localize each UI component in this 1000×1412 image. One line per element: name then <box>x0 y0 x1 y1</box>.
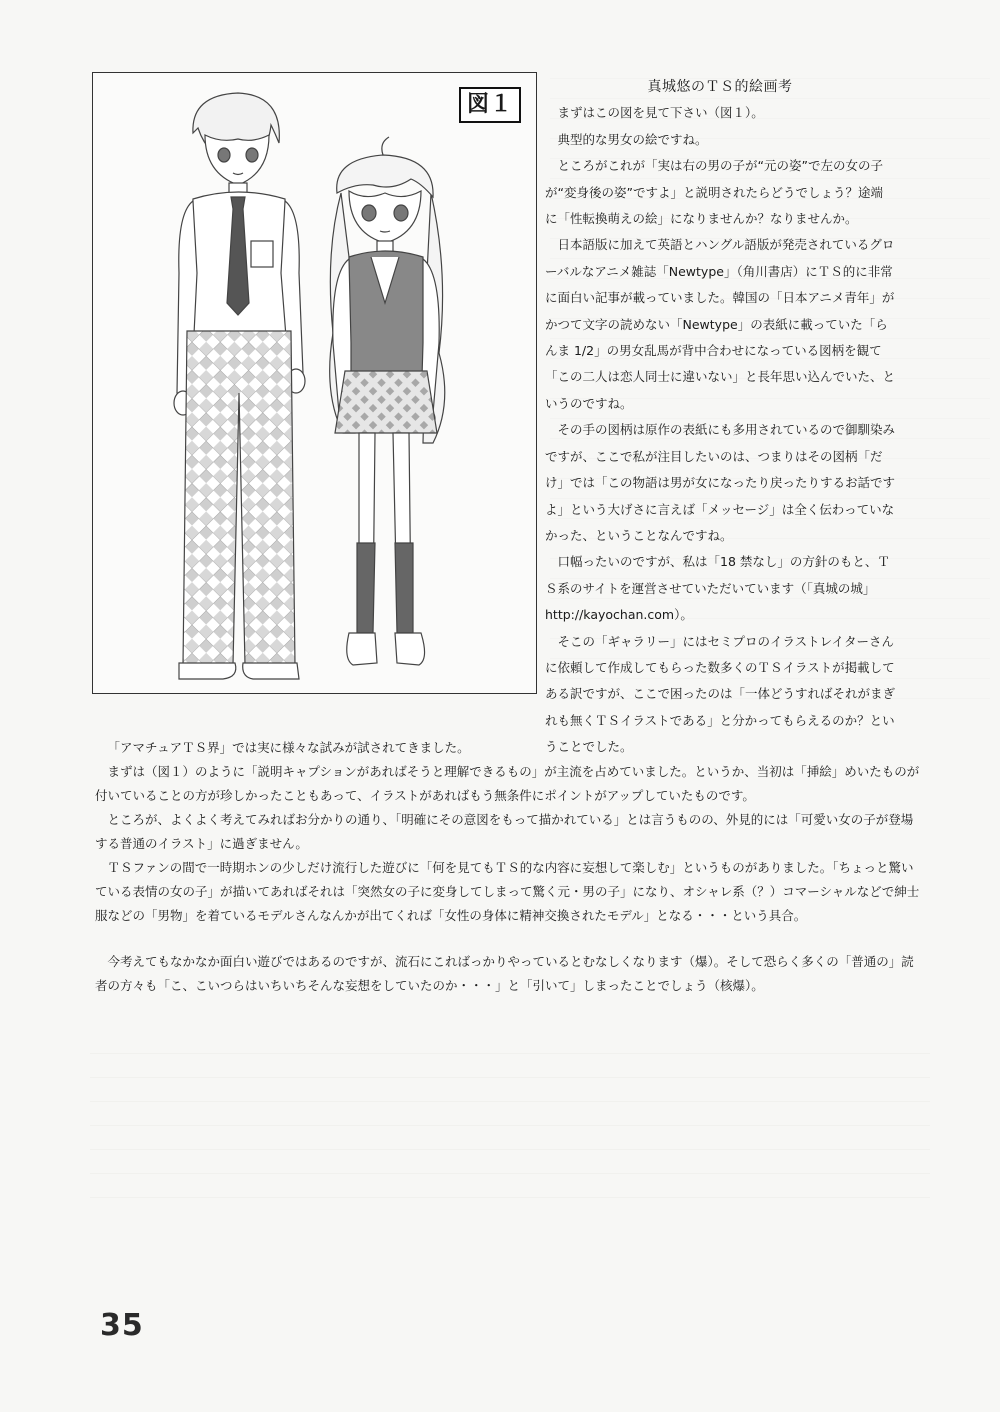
page-number: 35 <box>100 1308 144 1343</box>
article-paragraph: その手の図柄は原作の表紙にも多用されているので御馴染みですが、ここで私が注目したいのは、つまりはその図柄「だけ」では「この物語は男が女になったり戻ったりするお話ですよ」という大げさに言えば「メッセージ」は全く伝わっていなかった、ということなんですね。 <box>545 422 896 543</box>
article-column <box>545 74 895 761</box>
article-paragraph: 典型的な男女の絵ですね。 <box>557 131 708 147</box>
boy-figure <box>174 93 305 679</box>
body-paragraph: 今考えてもなかなか面白い遊びではあるのですが、流石にこればっかりやっているとむなしくなります（爆）。そして恐らく多くの「普通の」読者の方々も「こ、こいつらはいちいちそんな妄想をしていたのか・・・」と「引いて」しまったことでしょう（核爆）。 <box>95 954 914 993</box>
figure-label: 図１ <box>459 87 521 123</box>
body-paragraph: ところが、よくよく考えてみればお分かりの通り、「明確にその意図をもって描かれている」とは言うものの、外見的には「可愛い女の子が登場する普通のイラスト」に過ぎません。 <box>95 812 914 851</box>
body-paragraph: まずは（図１）のように「説明キャプションがあればそうと理解できるもの」が主流を占めていました。というか、当初は「挿絵」めいたものが付いていることの方が珍しかったこともあって、イラストがあればもう無条件にポイントがアップしていたものです。 <box>95 764 920 803</box>
girl-figure <box>330 137 445 665</box>
article-paragraph: 日本語版に加えて英語とハングル語版が発売されているグローバルなアニメ雑誌「Newtype」（角川書店）にＴＳ的に非常に面白い記事が載っていました。韓国の「日本アニメ青年」がかつて文字の読めない「Newtype」の表紙に載っていた「らんま 1/2」の男女乱馬が背中合わせになっている図柄を観て「この二人は恋人同士に違いない」と長年思い込んでいた、というのですね。 <box>545 237 896 411</box>
figure-illustration <box>93 73 535 692</box>
body-paragraph: ＴＳファンの間で一時期ホンの少しだけ流行した遊びに「何を見てもＴＳ的な内容に妄想して楽しむ」というものがありました。「ちょっと驚いている表情の女の子」が描いてあればそれは「突然女の子に変身してしまって驚く元・男の子」になり、オシャレ系（？）コマーシャルなどで紳士服などの「男物」を着ているモデルさんなんかが出てくれば「女性の身体に精神交換されたモデル」となる・・・という具合。 <box>95 860 920 923</box>
article-paragraph: まずはこの図を見て下さい（図１）。 <box>557 105 764 121</box>
article-paragraph: そこの「ギャラリー」にはセミプロのイラストレイターさんに依頼して作成してもらった数多くのＴＳイラストが掲載してある訳ですが、ここで困ったのは「一体どうすればそれがまぎれも無くＴＳイラストである」と分かってもらえるのか？ということでした。 <box>545 633 896 755</box>
paragraph-gap <box>95 928 925 950</box>
bleed-through-text <box>90 1045 930 1205</box>
article-paragraph: ところがこれが「実は右の男の子が“元の姿”で左の女の子が“変身後の姿”ですよ」と説明されたらどうでしょう？途端に「性転換萌えの絵」になりませんか？なりませんか。 <box>545 158 883 227</box>
body-paragraph: 「アマチュアＴＳ界」では実に様々な試みが試されてきました。 <box>107 740 470 755</box>
article-heading: 真城悠のＴＳ的絵画考 <box>647 79 793 95</box>
figure-1 <box>92 72 537 694</box>
article-paragraph: 口幅ったいのですが、私は「18 禁なし」の方針のもと、ＴＳ系のサイトを運営させていただいています（「真城の城」http://kayochan.com）。 <box>545 554 890 623</box>
body-text <box>95 736 925 998</box>
